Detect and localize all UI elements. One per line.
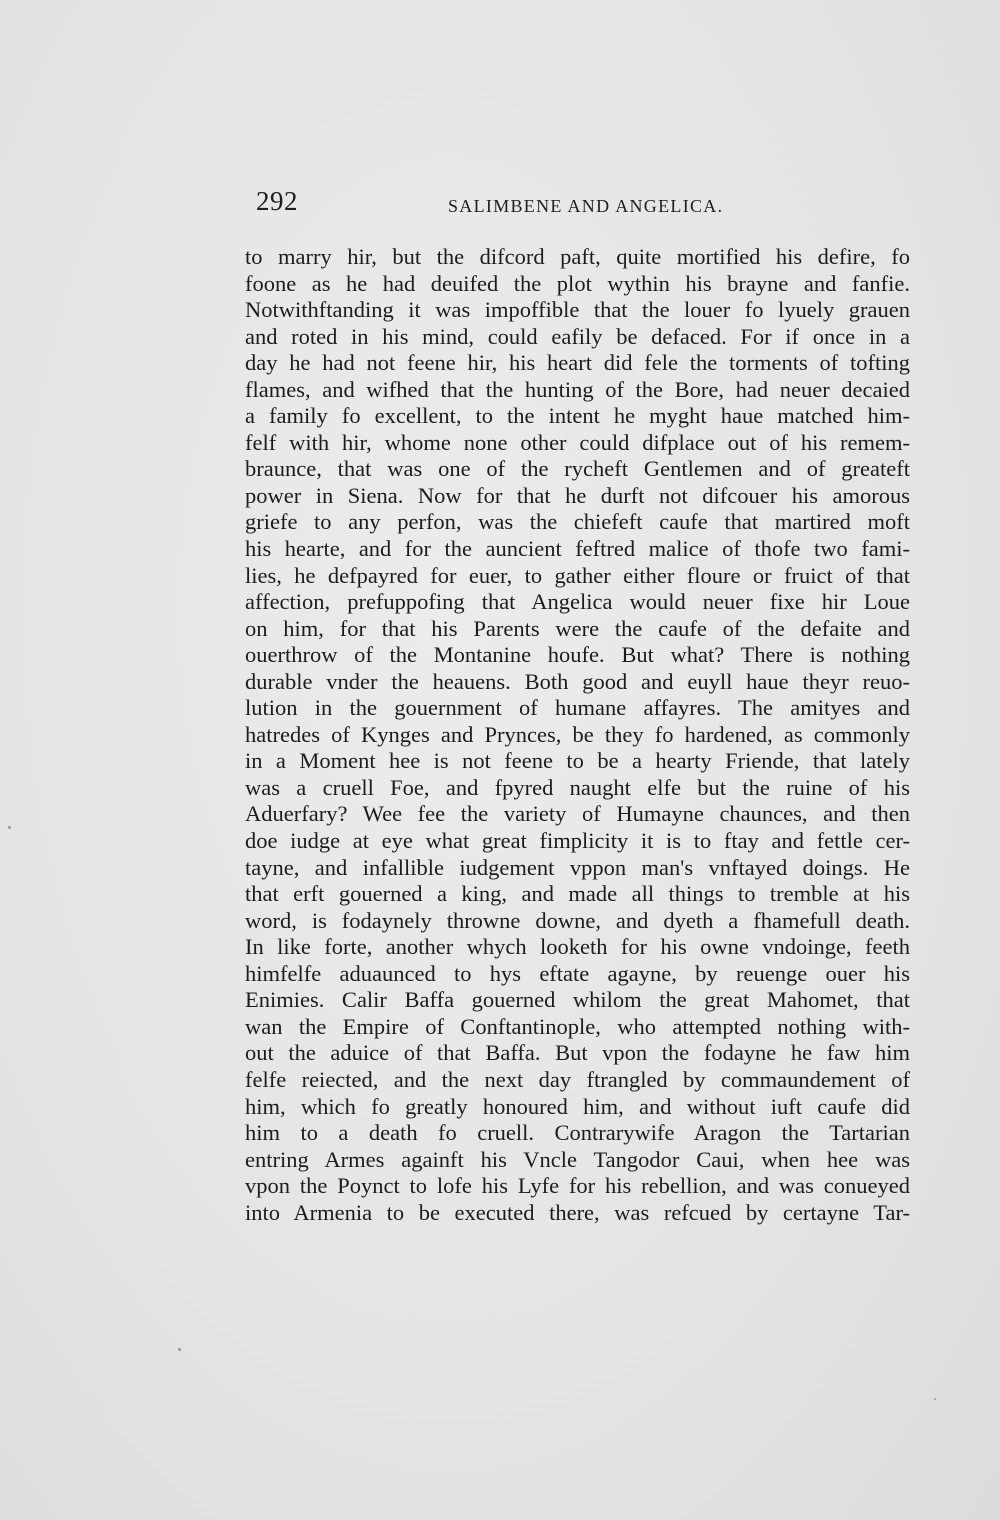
page-header xyxy=(256,186,756,226)
text-line: felfe reiected, and the next day ftrangled by commaundement of xyxy=(245,1066,910,1092)
paper-speck xyxy=(178,1348,181,1351)
text-line: to marry hir, but the difcord paft, quite mortified his defire, fo xyxy=(245,244,910,269)
text-line: that erft gouerned a king, and made all things to tremble at his xyxy=(245,881,910,907)
text-line: power in Siena. Now for that he durft not difcouer his amorous xyxy=(245,482,910,508)
text-line: Aduerfary? Wee fee the variety of Humayne chaunces, and then xyxy=(245,801,910,827)
text-line: doe iudge at eye what great fimplicity it is to ftay and fettle cer- xyxy=(245,828,910,854)
text-line: in a Moment hee is not feene to be a hearty Friende, that lately xyxy=(245,748,910,774)
text-line: braunce, that was one of the rycheft Gentlemen and of greateft xyxy=(245,456,910,482)
text-line: Notwithftanding it was impoffible that the louer fo lyuely grauen xyxy=(245,297,910,323)
text-line: wan the Empire of Conftantinople, who attempted nothing with- xyxy=(245,1013,910,1039)
text-line: him, which fo greatly honoured him, and without iuft caufe did xyxy=(245,1093,910,1119)
body-text xyxy=(245,244,910,1226)
text-line: word, is fodaynely throwne downe, and dyeth a fhamefull death. xyxy=(245,907,910,933)
paper-speck xyxy=(8,826,11,829)
paper-speck xyxy=(934,1398,936,1400)
text-line: out the aduice of that Baffa. But vpon the fodayne he faw him xyxy=(245,1040,910,1066)
text-line: was a cruell Foe, and fpyred naught elfe but the ruine of his xyxy=(245,774,910,800)
text-line: on him, for that his Parents were the caufe of the defaite and xyxy=(245,615,910,641)
text-line: hatredes of Kynges and Prynces, be they fo hardened, as commonly xyxy=(245,721,910,747)
text-line: and roted in his mind, could eafily be defaced. For if once in a xyxy=(245,323,910,349)
text-line: lies, he defpayred for euer, to gather either floure or fruict of that xyxy=(245,562,910,588)
text-line: affection, prefuppofing that Angelica would neuer fixe hir Loue xyxy=(245,589,910,615)
text-line: lution in the gouernment of humane affayres. The amityes and xyxy=(245,695,910,721)
text-line: day he had not feene hir, his heart did fele the torments of tofting xyxy=(245,350,910,376)
text-line: ouerthrow of the Montanine houfe. But what? There is nothing xyxy=(245,642,910,668)
text-line: into Armenia to be executed there, was refcued by certayne Tar- xyxy=(245,1199,910,1225)
text-line: flames, and wifhed that the hunting of the Bore, had neuer decaied xyxy=(245,376,910,402)
page-number: 292 xyxy=(256,186,298,216)
running-head: SALIMBENE AND ANGELICA. xyxy=(448,196,724,216)
text-line: foone as he had deuifed the plot wythin his brayne and fanfie. xyxy=(245,270,910,296)
text-line: a family fo excellent, to the intent he myght haue matched him- xyxy=(245,403,910,429)
text-line: his hearte, and for the auncient feftred malice of thofe two fami- xyxy=(245,536,910,562)
text-line: tayne, and infallible iudgement vppon man's vnftayed doings. He xyxy=(245,854,910,880)
text-line: felf with hir, whome none other could difplace out of his remem- xyxy=(245,429,910,455)
text-line: durable vnder the heauens. Both good and euyll haue theyr reuo- xyxy=(245,668,910,694)
text-line: himfelfe aduaunced to hys eftate agayne, by reuenge ouer his xyxy=(245,960,910,986)
text-line: griefe to any perfon, was the chiefeft caufe that martired moft xyxy=(245,509,910,535)
text-line: In like forte, another whych looketh for his owne vndoinge, feeth xyxy=(245,934,910,960)
text-line: Enimies. Calir Baffa gouerned whilom the great Mahomet, that xyxy=(245,987,910,1013)
text-line: him to a death fo cruell. Contrarywife Aragon the Tartarian xyxy=(245,1120,910,1146)
text-line: vpon the Poynct to lofe his Lyfe for his rebellion, and was conueyed xyxy=(245,1173,910,1199)
text-line: entring Armes againft his Vncle Tangodor Caui, when hee was xyxy=(245,1146,910,1172)
